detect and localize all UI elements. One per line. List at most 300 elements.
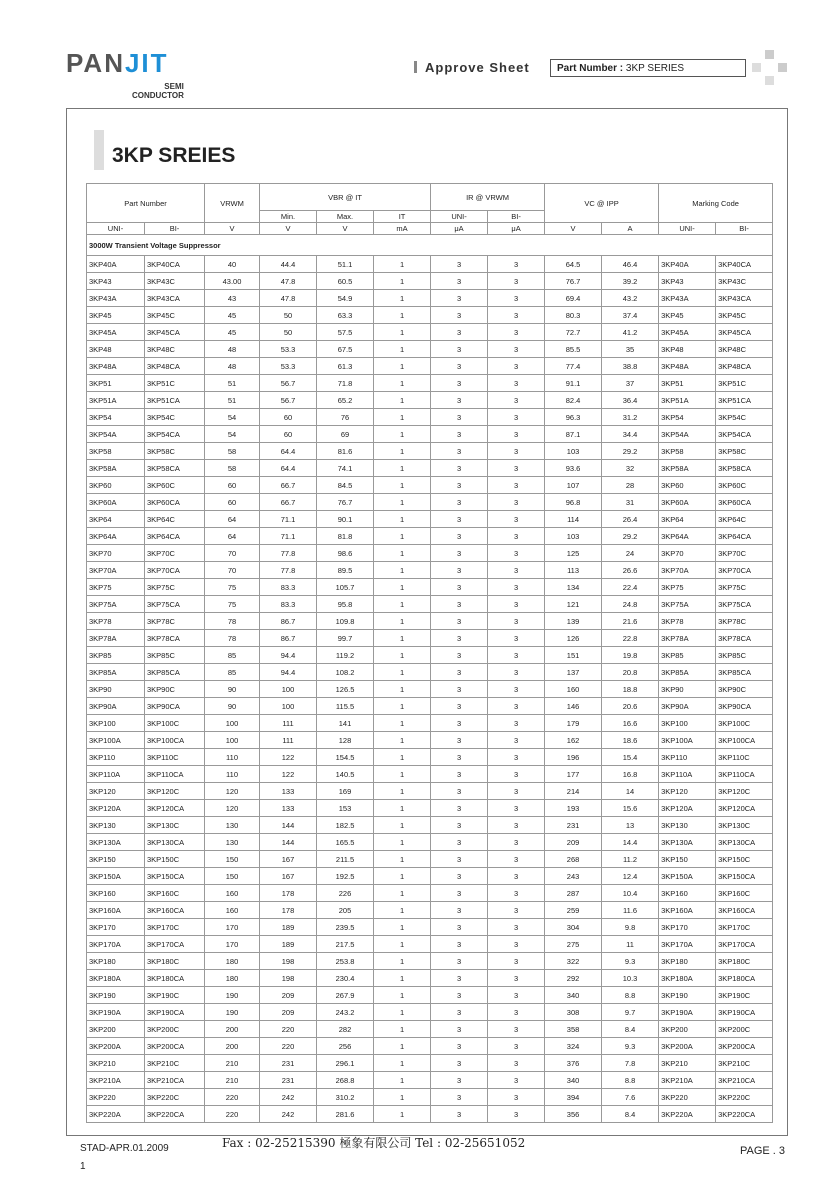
table-cell: 3 [488,817,545,834]
table-row [87,902,773,919]
table-cell: 1 [374,341,431,358]
table-cell: 3 [431,749,488,766]
table-cell: 60 [205,494,260,511]
table-cell: 84.5 [317,477,374,494]
table-cell: 3KP220C [145,1089,205,1106]
table-cell: 3KP190 [659,987,716,1004]
table-row [87,494,773,511]
table-row [87,630,773,647]
table-cell: 324 [545,1038,602,1055]
table-cell: 3 [431,375,488,392]
table-cell: 3KP78CA [716,630,773,647]
table-cell: 3KP180 [659,953,716,970]
table-row [87,375,773,392]
table-cell: 29.2 [602,528,659,545]
table-cell: 3KP110C [716,749,773,766]
table-cell: 1 [374,766,431,783]
table-cell: 3 [431,681,488,698]
table-cell: 3KP60 [87,477,145,494]
table-cell: 3KP43 [87,273,145,290]
table-cell: 1 [374,477,431,494]
table-cell: 167 [260,868,317,885]
table-cell: 3KP220A [659,1106,716,1123]
table-cell: 3KP190 [87,987,145,1004]
table-cell: 268 [545,851,602,868]
table-cell: 43.2 [602,290,659,307]
table-row [87,426,773,443]
table-cell: 3KP78 [87,613,145,630]
table-cell: 47.8 [260,273,317,290]
table-cell: 3KP48 [87,341,145,358]
table-cell: 3 [488,1055,545,1072]
table-cell: 8.4 [602,1106,659,1123]
table-cell: 3KP220C [716,1089,773,1106]
table-cell: 189 [260,936,317,953]
table-row [87,681,773,698]
table-cell: 109.8 [317,613,374,630]
table-cell: 1 [374,919,431,936]
table-cell: 22.4 [602,579,659,596]
table-cell: 394 [545,1089,602,1106]
table-cell: 103 [545,443,602,460]
table-cell: 3 [488,630,545,647]
table-cell: 110 [205,749,260,766]
table-cell: 69.4 [545,290,602,307]
table-cell: 200 [205,1021,260,1038]
table-cell: 1 [374,851,431,868]
table-cell: 133 [260,800,317,817]
table-cell: 50 [260,324,317,341]
logo-main-text: PAN [66,48,125,78]
table-cell: 133 [260,783,317,800]
table-cell: 94.4 [260,664,317,681]
table-cell: 3 [431,545,488,562]
unit-ua-bi: μA [488,223,545,235]
table-cell: 220 [260,1021,317,1038]
table-cell: 3KP51 [659,375,716,392]
table-cell: 3KP180C [716,953,773,970]
table-cell: 310.2 [317,1089,374,1106]
table-cell: 3KP78A [87,630,145,647]
table-cell: 3KP170 [659,919,716,936]
table-cell: 1 [374,358,431,375]
table-cell: 3KP120 [659,783,716,800]
table-cell: 256 [317,1038,374,1055]
table-cell: 35 [602,341,659,358]
table-cell: 14.4 [602,834,659,851]
table-cell: 54 [205,426,260,443]
unit-ma: mA [374,223,431,235]
table-cell: 28 [602,477,659,494]
footer-contact: Fax : 02-25215390 極象有限公司 Tel : 02-25651052 [222,1136,526,1150]
table-cell: 3 [431,817,488,834]
table-cell: 3KP40A [87,256,145,273]
table-cell: 58 [205,460,260,477]
table-cell: 3 [431,1021,488,1038]
table-row [87,613,773,630]
table-row [87,698,773,715]
table-cell: 139 [545,613,602,630]
table-cell: 3KP200C [145,1021,205,1038]
table-cell: 75 [205,579,260,596]
table-cell: 1 [374,273,431,290]
table-cell: 3KP75A [659,596,716,613]
table-cell: 217.5 [317,936,374,953]
table-cell: 3KP60C [716,477,773,494]
table-cell: 20.8 [602,664,659,681]
table-cell: 3KP58 [87,443,145,460]
table-cell: 1 [374,1038,431,1055]
table-cell: 26.6 [602,562,659,579]
table-cell: 214 [545,783,602,800]
table-cell: 3KP200 [659,1021,716,1038]
table-cell: 308 [545,1004,602,1021]
title-accent-box [94,130,104,170]
table-cell: 3KP85CA [716,664,773,681]
table-cell: 1 [374,307,431,324]
table-cell: 3KP130CA [145,834,205,851]
table-cell: 3KP120CA [716,800,773,817]
table-cell: 1 [374,1106,431,1123]
table-cell: 3KP190A [659,1004,716,1021]
table-cell: 3KP110 [659,749,716,766]
table-cell: 3KP130CA [716,834,773,851]
table-cell: 96.8 [545,494,602,511]
table-cell: 3KP130 [87,817,145,834]
table-cell: 24 [602,545,659,562]
header-vbr: VBR @ IT [260,184,431,211]
header-vc: VC @ IPP [545,184,659,223]
table-cell: 108.2 [317,664,374,681]
table-cell: 3KP70C [145,545,205,562]
table-cell: 3 [431,307,488,324]
table-cell: 3 [488,528,545,545]
table-cell: 3KP210C [716,1055,773,1072]
table-cell: 1 [374,511,431,528]
table-cell: 3KP60C [145,477,205,494]
table-cell: 56.7 [260,375,317,392]
table-cell: 100 [205,715,260,732]
table-cell: 3 [431,341,488,358]
table-cell: 14 [602,783,659,800]
table-cell: 3 [488,511,545,528]
table-cell: 3KP150 [659,851,716,868]
table-cell: 210 [205,1072,260,1089]
table-cell: 322 [545,953,602,970]
table-row [87,290,773,307]
table-cell: 1 [374,562,431,579]
table-cell: 43 [205,290,260,307]
table-cell: 13 [602,817,659,834]
table-cell: 3 [488,545,545,562]
table-cell: 3KP48C [716,341,773,358]
table-cell: 22.8 [602,630,659,647]
logo-sub-line2: CONDUCTOR [132,91,184,100]
table-cell: 76.7 [317,494,374,511]
table-cell: 3KP190C [716,987,773,1004]
table-row [87,409,773,426]
table-cell: 169 [317,783,374,800]
table-row [87,477,773,494]
table-cell: 1 [374,902,431,919]
table-cell: 3KP85C [716,647,773,664]
table-cell: 3KP64C [716,511,773,528]
table-cell: 3KP150C [716,851,773,868]
table-cell: 193 [545,800,602,817]
table-cell: 3KP160 [659,885,716,902]
table-cell: 81.8 [317,528,374,545]
table-row [87,885,773,902]
table-cell: 3KP70 [87,545,145,562]
table-cell: 3 [488,494,545,511]
table-row [87,545,773,562]
table-cell: 9.7 [602,1004,659,1021]
table-cell: 69 [317,426,374,443]
table-cell: 111 [260,732,317,749]
table-cell: 3KP43C [145,273,205,290]
table-cell: 3KP170C [145,919,205,936]
unit-marking-bi: BI- [716,223,773,235]
table-cell: 3KP200CA [716,1038,773,1055]
table-cell: 16.8 [602,766,659,783]
table-cell: 122 [260,749,317,766]
table-cell: 24.8 [602,596,659,613]
table-cell: 3KP120A [659,800,716,817]
table-row [87,528,773,545]
table-cell: 3KP54C [145,409,205,426]
table-cell: 3 [431,460,488,477]
table-cell: 1 [374,528,431,545]
table-cell: 3KP78A [659,630,716,647]
table-cell: 3 [431,970,488,987]
table-cell: 81.6 [317,443,374,460]
table-cell: 120 [205,800,260,817]
table-cell: 3KP45CA [145,324,205,341]
table-cell: 3KP43CA [145,290,205,307]
table-cell: 3KP85CA [145,664,205,681]
table-cell: 178 [260,885,317,902]
table-cell: 125 [545,545,602,562]
table-cell: 115.5 [317,698,374,715]
table-cell: 3KP54A [659,426,716,443]
table-cell: 3 [488,1089,545,1106]
table-cell: 3KP64A [87,528,145,545]
table-cell: 3KP45C [716,307,773,324]
table-row [87,307,773,324]
table-cell: 3KP78C [145,613,205,630]
table-cell: 3 [431,596,488,613]
table-cell: 3 [488,426,545,443]
table-cell: 3 [488,1021,545,1038]
table-cell: 3KP54C [716,409,773,426]
table-cell: 3KP85C [145,647,205,664]
table-cell: 3 [488,1038,545,1055]
table-row [87,715,773,732]
table-cell: 3 [431,630,488,647]
table-cell: 3 [488,732,545,749]
table-cell: 3 [488,579,545,596]
table-cell: 3KP190A [87,1004,145,1021]
table-cell: 3KP130A [87,834,145,851]
table-cell: 3KP100CA [716,732,773,749]
table-cell: 65.2 [317,392,374,409]
table-cell: 3KP190C [145,987,205,1004]
table-cell: 3KP64 [87,511,145,528]
table-cell: 9.3 [602,953,659,970]
table-cell: 32 [602,460,659,477]
table-cell: 3 [431,358,488,375]
table-cell: 85.5 [545,341,602,358]
table-cell: 182.5 [317,817,374,834]
table-cell: 66.7 [260,477,317,494]
table-cell: 3KP51C [145,375,205,392]
table-cell: 3 [431,885,488,902]
table-cell: 3 [431,698,488,715]
table-cell: 209 [545,834,602,851]
table-cell: 1 [374,460,431,477]
table-cell: 70 [205,545,260,562]
table-cell: 3KP58C [145,443,205,460]
table-cell: 1 [374,647,431,664]
table-cell: 75 [205,596,260,613]
table-cell: 126.5 [317,681,374,698]
table-cell: 3KP75 [659,579,716,596]
unit-ua-uni: μA [431,223,488,235]
table-cell: 3KP110CA [716,766,773,783]
table-cell: 3 [488,987,545,1004]
table-cell: 3KP120 [87,783,145,800]
table-cell: 3KP180CA [716,970,773,987]
table-cell: 177 [545,766,602,783]
table-cell: 3KP43A [659,290,716,307]
table-cell: 100 [260,698,317,715]
table-row [87,273,773,290]
table-cell: 51 [205,375,260,392]
table-cell: 3KP170CA [716,936,773,953]
table-cell: 3KP170A [87,936,145,953]
table-cell: 3 [488,902,545,919]
header-part-number: Part Number [87,184,205,223]
table-cell: 70 [205,562,260,579]
part-number-label: Part Number : [557,63,624,74]
table-cell: 86.7 [260,630,317,647]
footer-page-number: PAGE . 3 [740,1145,786,1157]
table-cell: 64 [205,528,260,545]
table-cell: 180 [205,953,260,970]
table-cell: 71.1 [260,528,317,545]
table-cell: 3 [488,290,545,307]
table-cell: 1 [374,970,431,987]
table-cell: 3KP160 [87,885,145,902]
table-cell: 1 [374,715,431,732]
table-cell: 3KP150CA [716,868,773,885]
table-cell: 3KP75CA [145,596,205,613]
table-cell: 3 [431,409,488,426]
table-cell: 231 [260,1055,317,1072]
table-cell: 72.7 [545,324,602,341]
table-cell: 3KP75C [716,579,773,596]
table-row [87,256,773,273]
table-cell: 60 [260,426,317,443]
table-cell: 3 [431,443,488,460]
table-cell: 3 [431,953,488,970]
table-cell: 3KP180C [145,953,205,970]
table-cell: 76.7 [545,273,602,290]
table-cell: 3KP90CA [716,698,773,715]
heading-bar [414,61,417,73]
table-row [87,936,773,953]
table-cell: 3KP170A [659,936,716,953]
table-cell: 26.4 [602,511,659,528]
table-cell: 3 [431,919,488,936]
table-cell: 340 [545,987,602,1004]
table-cell: 140.5 [317,766,374,783]
table-row [87,919,773,936]
table-cell: 48 [205,358,260,375]
table-cell: 3KP180 [87,953,145,970]
table-cell: 3KP190CA [716,1004,773,1021]
table-cell: 170 [205,919,260,936]
table-cell: 3KP170CA [145,936,205,953]
table-cell: 3 [488,766,545,783]
table-cell: 3KP190CA [145,1004,205,1021]
table-cell: 41.2 [602,324,659,341]
table-cell: 1 [374,443,431,460]
table-cell: 3 [488,409,545,426]
approve-sheet-text: Approve Sheet [425,60,530,75]
table-row [87,647,773,664]
table-cell: 44.4 [260,256,317,273]
table-row [87,766,773,783]
table-cell: 3KP64A [659,528,716,545]
table-cell: 3KP58CA [716,460,773,477]
table-cell: 1 [374,494,431,511]
table-cell: 3KP170 [87,919,145,936]
table-cell: 3KP180A [87,970,145,987]
table-cell: 119.2 [317,647,374,664]
table-cell: 220 [260,1038,317,1055]
table-cell: 146 [545,698,602,715]
table-cell: 3KP180CA [145,970,205,987]
logo-wordmark [66,48,169,79]
table-cell: 180 [205,970,260,987]
unit-a: A [602,223,659,235]
table-cell: 3KP150CA [145,868,205,885]
table-cell: 3 [431,851,488,868]
table-cell: 1 [374,834,431,851]
table-row [87,987,773,1004]
table-cell: 3KP210CA [145,1072,205,1089]
table-cell: 3KP85 [659,647,716,664]
table-row [87,834,773,851]
table-cell: 3KP51A [659,392,716,409]
table-cell: 3KP100A [87,732,145,749]
table-cell: 253.8 [317,953,374,970]
table-cell: 190 [205,1004,260,1021]
table-cell: 1 [374,630,431,647]
table-cell: 3KP60CA [145,494,205,511]
table-cell: 98.6 [317,545,374,562]
table-cell: 3KP150A [87,868,145,885]
table-cell: 47.8 [260,290,317,307]
table-cell: 113 [545,562,602,579]
table-cell: 76 [317,409,374,426]
table-cell: 78 [205,613,260,630]
table-cell: 3 [488,358,545,375]
unit-v-max: V [317,223,374,235]
table-cell: 3KP58A [87,460,145,477]
table-cell: 86.7 [260,613,317,630]
